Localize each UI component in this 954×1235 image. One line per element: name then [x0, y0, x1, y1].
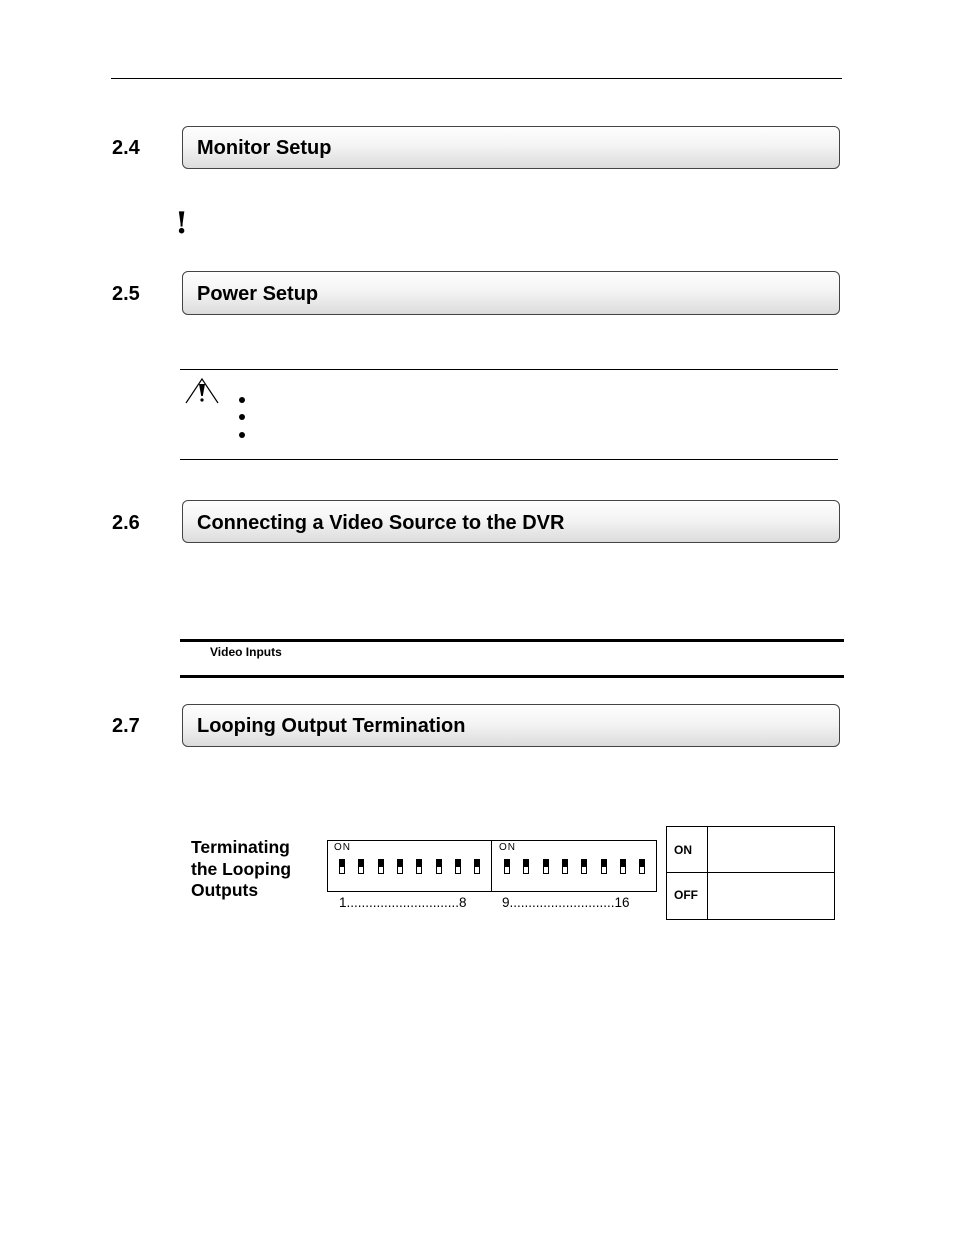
legend-row-divider [666, 872, 835, 873]
video-table-top-rule [180, 639, 844, 642]
legend-on-label: ON [674, 843, 692, 857]
dip-switch-knob [582, 860, 586, 867]
dip-on-label-right: ON [499, 842, 516, 853]
caution-bullet [239, 397, 245, 403]
dip-switch-knob [505, 860, 509, 867]
dip-switch-2 [358, 859, 364, 874]
legend-column-divider [707, 826, 708, 920]
video-table-bottom-rule [180, 675, 844, 678]
label-line: Terminating [191, 837, 290, 857]
video-table-header: Video Inputs [210, 645, 282, 659]
dip-switch-11 [543, 859, 549, 874]
dip-switch-12 [562, 859, 568, 874]
dip-switch-1 [339, 859, 345, 874]
section-number-2-4: 2.4 [112, 137, 140, 159]
dip-switch-14 [601, 859, 607, 874]
caution-bullet [239, 432, 245, 438]
section-header-looping-output-termination [182, 704, 840, 747]
section-number-2-6: 2.6 [112, 512, 140, 534]
dip-switch-7 [455, 859, 461, 874]
section-title: Power Setup [197, 283, 319, 305]
dip-switch-6 [436, 859, 442, 874]
dip-switch-4 [397, 859, 403, 874]
dip-switch-knob [602, 860, 606, 867]
dip-switch-knob [524, 860, 528, 867]
section-title: Connecting a Video Source to the DVR [197, 512, 565, 534]
dip-switch-knob [544, 860, 548, 867]
section-number-2-5: 2.5 [112, 283, 140, 305]
label-line: Outputs [191, 880, 259, 900]
dip-switch-bank [327, 840, 657, 892]
dip-switch-knob [417, 860, 421, 867]
dip-switch-knob [340, 860, 344, 867]
dip-switch-10 [523, 859, 529, 874]
dip-switch-knob [475, 860, 479, 867]
dip-switch-3 [378, 859, 384, 874]
dip-switch-knob [379, 860, 383, 867]
label-line: the Looping [191, 858, 292, 879]
caution-bullet [239, 414, 245, 420]
dip-switch-8 [474, 859, 480, 874]
section-title: Monitor Setup [197, 137, 332, 159]
dip-switch-knob [456, 860, 460, 867]
header-rule [111, 78, 842, 79]
section-header-connecting-video-source [182, 500, 840, 543]
dip-switch-13 [581, 859, 587, 874]
notice-exclamation-icon: ! [175, 206, 189, 241]
dip-on-label-left: ON [334, 842, 351, 853]
caution-bottom-rule [180, 459, 838, 460]
dip-switch-knob [359, 860, 363, 867]
terminating-looping-outputs-label [191, 837, 291, 902]
dip-range-1-8: 1..............................8 [339, 895, 467, 910]
section-header-monitor-setup [182, 126, 840, 169]
section-title: Looping Output Termination [197, 715, 466, 737]
dip-switch-knob [437, 860, 441, 867]
dip-switch-knob [621, 860, 625, 867]
dip-range-9-16: 9............................16 [502, 895, 630, 910]
switch-legend-table [666, 826, 835, 920]
section-header-power-setup [182, 271, 840, 315]
section-number-2-7: 2.7 [112, 715, 140, 737]
caution-top-rule [180, 369, 838, 370]
dip-switch-9 [504, 859, 510, 874]
dip-switch-knob [398, 860, 402, 867]
warning-triangle-icon [184, 376, 220, 406]
dip-switch-knob [563, 860, 567, 867]
dip-switch-knob [640, 860, 644, 867]
legend-off-label: OFF [674, 888, 698, 902]
dip-switch-5 [416, 859, 422, 874]
dip-switch-16 [639, 859, 645, 874]
dip-switch-15 [620, 859, 626, 874]
dip-switch-divider [491, 840, 492, 892]
